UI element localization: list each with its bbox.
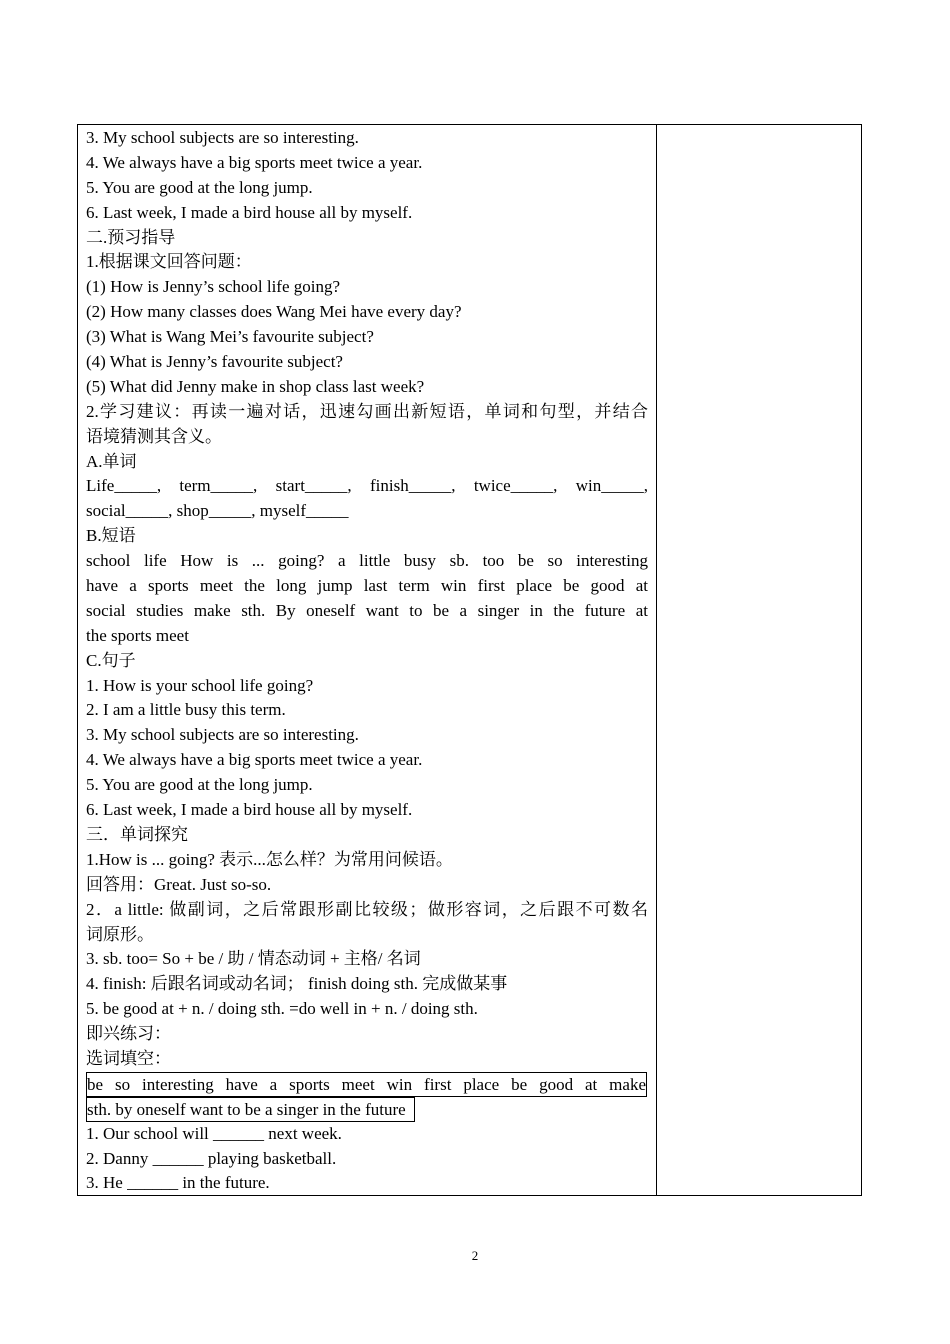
text-line: 1.根据课文回答问题：	[86, 252, 252, 272]
sentence-line: 2. I am a little busy this term.	[86, 700, 286, 720]
vocab-line: Life_____, term_____, start_____, finish_____, twice_____, win_____,	[86, 476, 648, 496]
question-line: (4) What is Jenny’s favourite subject?	[86, 352, 343, 372]
text-line: 6. Last week, I made a bird house all by myself.	[86, 202, 413, 222]
section-heading: 二.预习指导	[86, 227, 176, 247]
text-line: 5. You are good at the long jump.	[86, 177, 313, 197]
question-line: (5) What did Jenny make in shop class last week?	[86, 376, 425, 396]
exercise-line: 1. Our school will ______ next week.	[86, 1123, 342, 1143]
column-divider	[656, 125, 657, 1195]
text-line: 5. be good at + n. / doing sth. =do well in + n. / doing sth.	[86, 999, 478, 1019]
text-line: 即兴练习：	[86, 1024, 171, 1044]
sentence-line: 3. My school subjects are so interesting.	[86, 725, 359, 745]
phrase-line: school life How is ... going? a little busy sb. too be so interesting	[86, 551, 648, 571]
left-cell-content	[86, 126, 648, 1196]
text-line: 3. My school subjects are so interesting.	[86, 128, 359, 147]
page-number: 2	[471, 1248, 479, 1263]
text-line: 1.How is ... going? 表示...怎么样？为常用问候语。	[86, 849, 453, 869]
question-line: (2) How many classes does Wang Mei have every day?	[86, 302, 462, 322]
text-line: 2．a little: 做副词，之后常跟形副比较级；做形容词，之后跟不可数名	[86, 899, 648, 919]
sentence-line: 5. You are good at the long jump.	[86, 775, 313, 795]
question-line: (3) What is Wang Mei’s favourite subject?	[86, 327, 374, 347]
word-bank-box: sth. by oneself want to be a singer in the future	[86, 1097, 415, 1122]
vocab-line: social_____, shop_____, myself_____	[86, 501, 349, 521]
text-line: 2.学习建议：再读一遍对话，迅速勾画出新短语，单词和句型，并结合	[86, 401, 648, 421]
phrase-line: have a sports meet the long jump last term win first place be good at	[86, 576, 648, 596]
text-line: 选词填空：	[86, 1048, 171, 1068]
question-line: (1) How is Jenny’s school life going?	[86, 277, 341, 297]
section-heading: 三．单词探究	[86, 824, 188, 844]
text-line: 语境猜测其含义。	[86, 426, 222, 446]
sentence-line: 6. Last week, I made a bird house all by myself.	[86, 800, 413, 820]
sentence-line: 4. We always have a big sports meet twice a year.	[86, 750, 423, 770]
text-line: 4. finish: 后跟名词或动名词； finish doing sth. 完成做某事	[86, 974, 508, 994]
word-bank-row	[86, 1097, 648, 1122]
text-line: 词原形。	[86, 924, 154, 944]
subsection-heading: A.单词	[86, 451, 137, 471]
phrase-line: the sports meet	[86, 625, 189, 645]
word-bank-box: be so interesting have a sports meet win first place be good at make	[86, 1072, 647, 1097]
word-bank-row	[86, 1072, 648, 1097]
exercise-line: 2. Danny ______ playing basketball.	[86, 1148, 337, 1168]
table-frame	[77, 124, 862, 1196]
subsection-heading: C.句子	[86, 650, 136, 670]
subsection-heading: B.短语	[86, 526, 136, 546]
exercise-line: 3. He ______ in the future.	[86, 1173, 270, 1193]
text-line: 3. sb. too= So + be / 助 / 情态动词 + 主格/ 名词	[86, 949, 421, 969]
text-line: 回答用：Great. Just so-so.	[86, 874, 272, 894]
text-line: 4. We always have a big sports meet twice a year.	[86, 152, 423, 172]
phrase-line: social studies make sth. By oneself want to be a singer in the future at	[86, 600, 648, 620]
sentence-line: 1. How is your school life going?	[86, 675, 314, 695]
